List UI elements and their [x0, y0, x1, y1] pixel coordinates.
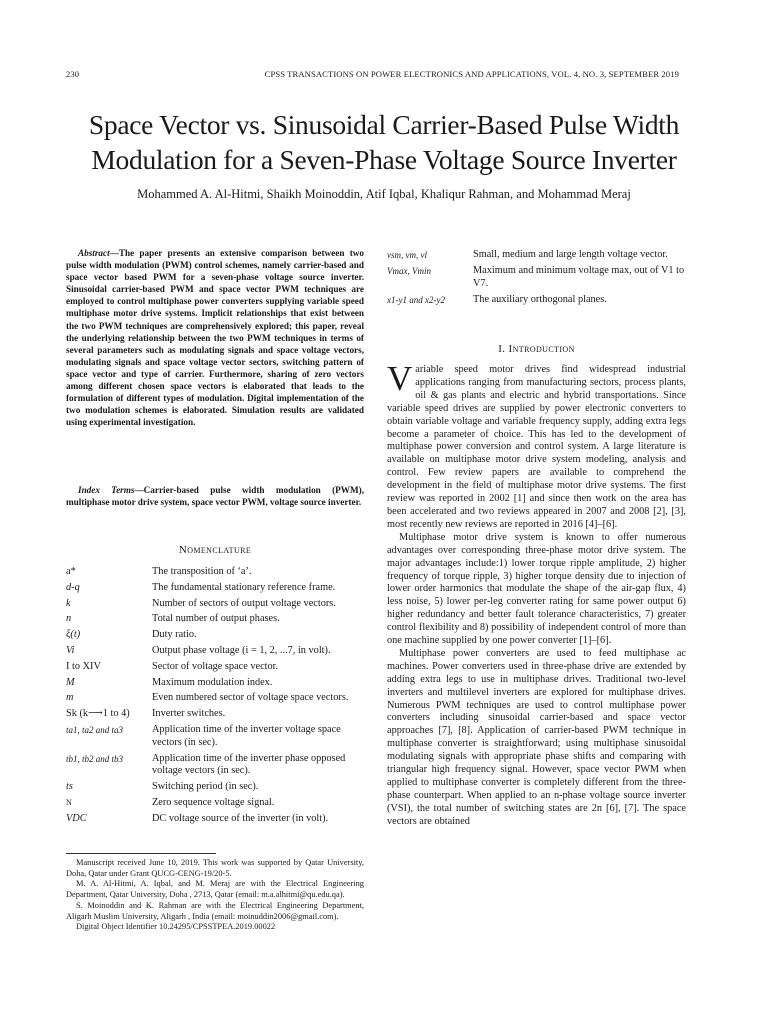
nomenclature-row: [387, 294, 687, 307]
nomenclature-symbol: d-q: [66, 581, 80, 593]
abstract: [66, 247, 364, 428]
nomenclature-heading: Nomenclature: [178, 544, 252, 556]
nomenclature-row: [66, 629, 366, 642]
nomenclature-definition: Even numbered sector of voltage space vectors.: [152, 692, 349, 704]
abstract-lead: Abstract: [78, 248, 110, 258]
index-terms-text: —Carrier-based pulse width modulation (PWM), multiphase motor drive system, space vector PWM, voltage source inverter.: [66, 485, 365, 508]
nomenclature-definition: Total number of output phases.: [152, 613, 280, 625]
nomenclature-symbol: I to XIV: [66, 660, 101, 672]
nomenclature-definition: The transposition of ‘a’.: [152, 566, 252, 577]
page-number: 230: [66, 69, 80, 79]
intro-paragraph-1: ariable speed motor drives find widespread industrial applications ranging from manufacturing sectors, process plants, oil & gas plants and electric and hybrid transportations. Since variable speed drives are supplied by power electronic converters to obtain variable voltage and variable frequency supply, adding extra legs become a parameter of choice. This has led to the development of multiphase power conversion and control system. A large literature is available on multiphase motor drive system modeling, analysis and control. Few review papers are available to comprehend the development in the field of multiphase motor drive systems. The first review was reported in 2002 [1] and since then work on the area has been accelerated and two reviews appeared in 2007 and 2008 [2], [3], most recently new reviews are reported in 2016 [4]–[6].: [387, 364, 686, 530]
nomenclature-symbol: ts: [66, 781, 73, 793]
nomenclature-definition: Application time of the inverter phase opposed voltage vectors (in sec).: [152, 752, 346, 777]
nomenclature-symbol: Vmax, Vmin: [387, 265, 431, 276]
footnote-rule: [66, 853, 216, 854]
nomenclature-row: [66, 613, 366, 626]
nomenclature-definition: The auxiliary orthogonal planes.: [473, 293, 607, 305]
nomenclature-definition: Application time of the inverter voltage space vectors (in sec).: [152, 723, 341, 748]
nomenclature-symbol: a*: [66, 566, 76, 577]
index-terms-lead: Index Terms: [78, 485, 135, 495]
nomenclature-symbol: M: [66, 676, 75, 688]
nomenclature-symbol: VDC: [66, 812, 87, 824]
nomenclature-row: [387, 249, 687, 262]
running-head: CPSS TRANSACTIONS ON POWER ELECTRONICS AND APPLICATIONS, VOL. 4, NO. 3, SEPTEMBER 2019: [264, 69, 679, 79]
nomenclature-definition: Small, medium and large length voltage vector.: [473, 249, 668, 260]
nomenclature-definition: Zero sequence voltage signal.: [152, 796, 275, 808]
nomenclature-row: [66, 645, 366, 658]
nomenclature-definition: Duty ratio.: [152, 629, 197, 641]
nomenclature-symbol: N: [66, 797, 72, 807]
footnote-affiliation-1: M. A. Al-Hitmi, A. Iqbal, and M. Meraj are with the Electrical Engineering Department, Qatar University, Doha , 2713, Qatar (email: m.a.alhitmi@qu.edu.qa).: [66, 879, 364, 900]
nomenclature-symbol: vsm, vm, vl: [387, 250, 427, 260]
nomenclature-definition: Sector of voltage space vector.: [152, 660, 279, 672]
nomenclature-symbol: Vi: [66, 644, 75, 656]
nomenclature-row: [66, 598, 366, 611]
nomenclature-row: [66, 781, 366, 794]
nomenclature-row: [387, 265, 687, 291]
nomenclature-row: [66, 692, 366, 705]
nomenclature-symbol: m: [66, 692, 74, 704]
footnote-affiliation-2: S. Moinoddin and K. Rahman are with the Electrical Engineering Department, Aligarh Muslim University, Aligarh , India (email: moinuddin2006@gmail.com).: [66, 900, 364, 921]
nomenclature-symbol: tb1, tb2 and tb3: [66, 753, 124, 764]
nomenclature-list: [66, 566, 366, 829]
nomenclature-definition: Maximum and minimum voltage max, out of V1 to V7.: [473, 264, 685, 289]
author-list: Mohammed A. Al-Hitmi, Shaikh Moinoddin, Atif Iqbal, Khaliqur Rahman, and Mohammad Meraj: [137, 187, 631, 201]
nomenclature-row: [66, 724, 366, 750]
nomenclature-row: [66, 708, 366, 721]
nomenclature-symbol: x1-y1 and x2-y2: [387, 294, 445, 305]
nomenclature-row: [66, 753, 366, 779]
nomenclature-row: [66, 582, 366, 595]
footnote-doi: Digital Object Identifier 10.24295/CPSSTPEA.2019.00022: [76, 922, 276, 932]
nomenclature-symbol: ξ(t): [66, 629, 81, 641]
nomenclature-symbol: Sk (k⟶1 to 4): [66, 708, 130, 720]
nomenclature-definition: Output phase voltage (i = 1, 2, ...7, in volt).: [152, 644, 331, 656]
nomenclature-row: [66, 677, 366, 690]
nomenclature-row: [66, 797, 366, 810]
nomenclature-definition: Switching period (in sec).: [152, 781, 259, 793]
nomenclature-symbol: ta1, ta2 and ta3: [66, 724, 124, 735]
nomenclature-definition: The fundamental stationary reference frame.: [152, 581, 336, 593]
nomenclature-definition: Number of sectors of output voltage vectors.: [152, 597, 336, 609]
nomenclature-row: [66, 813, 366, 826]
abstract-text: —The paper presents an extensive comparison between two pulse width modulation (PWM) control schemes, namely carrier-based and space vector based PWM for a seven-phase voltage source inverter. Sinusoidal carrier-based PWM and space vector PWM techniques are employed to control multiphase power converters supplying variable speed multiphase motor drive systems. Implicit relationships that exist between the two PWM techniques are comprehensively explored; this paper, reveal the underlying relationship between the two PWM techniques in terms of several parameters such as modulating signals and space voltage vectors, modulating signals and space voltage vector sectors, switching pattern of space vector and type of carrier. Furthermore, sharing of zero vectors among different chosen space vectors is elaborated that leads to the formulation of different types of modulation. Digital implementation of the two modulation schemes is elaborated. Simulation results are validated using experimental investigation.: [66, 248, 364, 428]
paper-title-line-2: Modulation for a Seven-Phase Voltage Source Inverter: [91, 144, 677, 175]
introduction-heading: I. Introduction: [498, 343, 575, 355]
nomenclature-symbol: n: [66, 613, 72, 625]
footnote-manuscript: Manuscript received June 10, 2019. This work was supported by Qatar University, Doha, Qatar under Grant QUCG-CENG-19/20-5.: [66, 858, 364, 878]
index-terms: [66, 484, 364, 508]
nomenclature-definition: DC voltage source of the inverter (in volt).: [152, 812, 329, 824]
nomenclature-row: [66, 566, 366, 579]
nomenclature-definition: Inverter switches.: [152, 708, 226, 720]
nomenclature-definition: Maximum modulation index.: [152, 676, 273, 688]
nomenclature-continued: [387, 249, 687, 310]
footnotes: [66, 858, 364, 933]
nomenclature-row: [66, 661, 366, 674]
nomenclature-symbol: k: [66, 597, 71, 609]
intro-paragraph-3: Multiphase power converters are used to feed multiphase ac machines. Power converters used in three-phase drive are extended by adding extra legs to use in multiphase drives. Traditional two-level inverters and multilevel inverters are explored for multiphase drives. Numerous PWM techniques are used to control multiphase power converters including sinusoidal carrier-based and space vector approaches [7], [8]. Application of carrier-based PWM technique in multiphase converter is straightforward; using multiphase sinusoidal modulating signals with appropriate phase shifts and comparing with triangular high frequency signal. However, space vector PWM when applied to multiphase converter is completely different from the three-phase counterpart. When applied to an n-phase voltage source inverter (VSI), the total number of switching states are 2n [6], [7]. The space vectors are obtained: [387, 647, 686, 827]
drop-cap: V: [387, 359, 413, 398]
paper-title-line-1: Space Vector vs. Sinusoidal Carrier-Based Pulse Width: [88, 109, 680, 140]
introduction-body: [387, 359, 686, 829]
intro-paragraph-2: Multiphase motor drive system is known to offer numerous advantages over corresponding three-phase motor drive system. The major advantages include:1) lower torque ripple amplitude, 2) higher frequency of torque ripple, 3) higher torque density due to injection of lower order harmonics that modulate the shape of the air-gap flux, 4) less noise, 5) lower per-leg converter rating for same power output 6) higher redundancy and better fault tolerance characteristics, 7) greater control flexibility and 8) possibility of independent control of more than one machine supplied by one power converter [1]–[6].: [387, 531, 686, 647]
